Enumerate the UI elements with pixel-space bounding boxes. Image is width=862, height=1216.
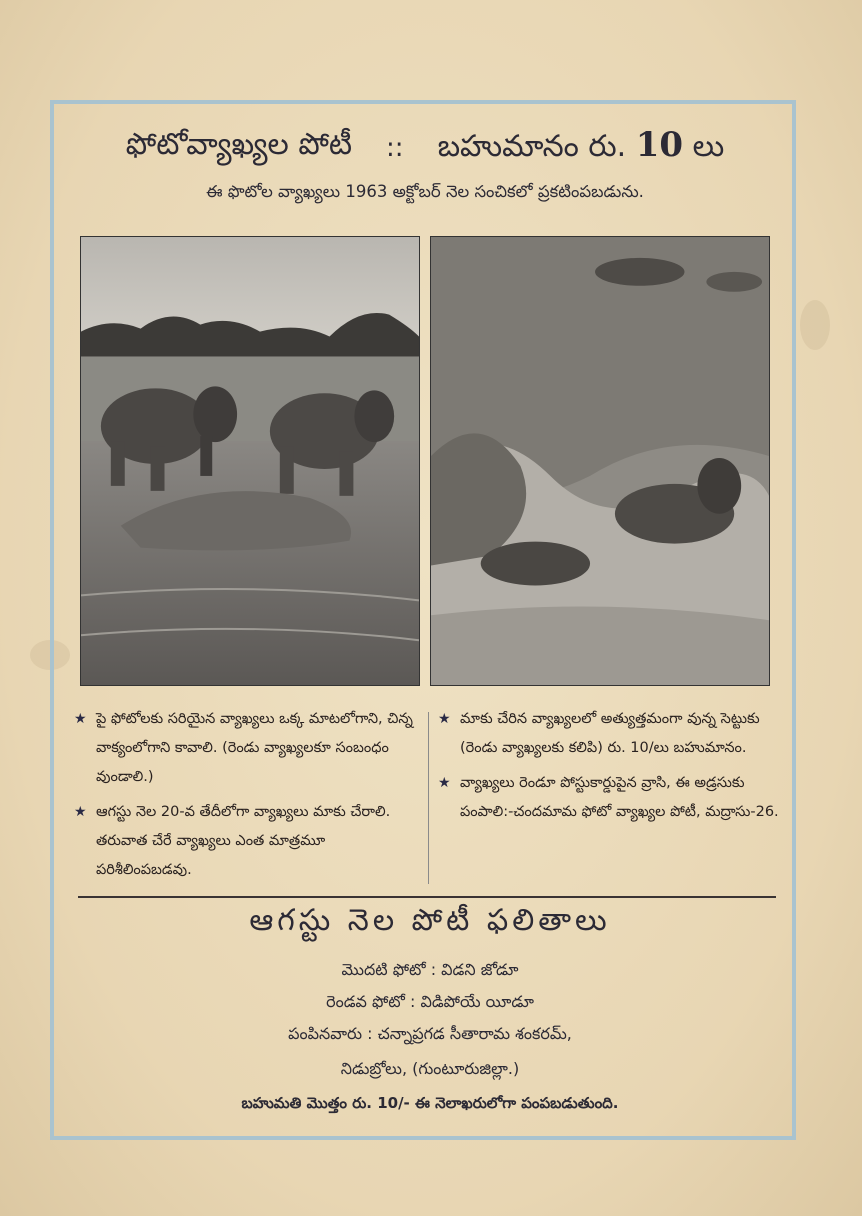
photo-elephants-image: [81, 237, 419, 685]
title-separator: ::: [386, 133, 404, 163]
photo-riverbank-image: [431, 237, 769, 685]
contest-title: [70, 118, 780, 178]
rule-item: [74, 705, 424, 792]
star-icon: ★: [74, 804, 87, 820]
paper-stain: [800, 300, 830, 350]
photo-elephants: [80, 236, 420, 686]
rules-right: [438, 705, 783, 833]
rule-item: [438, 705, 783, 763]
prize-amount: 10: [635, 125, 684, 165]
column-divider: [428, 712, 429, 884]
result-note: బహుమతి మొత్తం రు. 10/- ఈ నెలాఖరులోగా పంపబడుతుంది.: [241, 1094, 619, 1112]
rule-item: [74, 798, 424, 885]
result-sender: పంపినవారు : చన్నాప్రగడ సీతారామ శంకరమ్,: [288, 1024, 572, 1043]
rule-text: పై ఫోటోలకు సరియైన వ్యాఖ్యలు ఒక్క మాటలోగాని, చిన్న వాక్యంలోగాని కావాలి. (రెండు వ్యాఖ్యలకూ సంబంధం వుండాలి.): [96, 711, 413, 785]
title-text: ఫోటోవ్యాఖ్యల పోటీ: [125, 127, 353, 162]
rule-item: [438, 769, 783, 827]
rule-text: వ్యాఖ్యలు రెండూ పోస్టుకార్డుపైన వ్రాసి, ఈ అడ్రసుకు పంపాలి:-చందమామ ఫోటో వ్యాఖ్యల పోటీ, మద్రాసు-26.: [460, 775, 779, 820]
rules-left: [74, 705, 424, 891]
result-first-photo: మొదటి ఫోటో : విడని జోడూ: [341, 960, 519, 979]
result-second-photo: రెండవ ఫోటో : విడిపోయే యీడూ: [326, 992, 534, 1011]
prize-heading: [438, 125, 725, 171]
section-divider: [78, 896, 776, 898]
rule-text: మాకు చేరిన వ్యాఖ్యలలో అత్యుత్తమంగా వున్న సెట్టుకు (రెండు వ్యాఖ్యలకు కలిపి) రు. 10/లు బహుమానం.: [460, 711, 760, 756]
results-title: ఆగస్టు నెల పోటీ ఫలితాలు: [249, 903, 611, 938]
photo-riverbank: [430, 236, 770, 686]
rule-text: ఆగస్టు నెల 20-వ తేదీలోగా వ్యాఖ్యలు మాకు చేరాలి. తరువాత చేరే వ్యాఖ్యలు ఎంత మాత్రమూ పరిశీలింపబడవు.: [96, 804, 391, 878]
star-icon: ★: [438, 775, 451, 791]
prize-suffix: లు: [692, 129, 725, 164]
star-icon: ★: [438, 711, 451, 727]
contest-subtitle: ఈ ఫొటోల వ్యాఖ్యలు 1963 అక్టోబర్ నెల సంచికలో ప్రకటింపబడును.: [206, 182, 644, 201]
prize-label: బహుమానం రు.: [437, 129, 627, 164]
star-icon: ★: [74, 711, 87, 727]
result-address: నిడుబ్రోలు, (గుంటూరుజిల్లా.): [340, 1059, 520, 1078]
